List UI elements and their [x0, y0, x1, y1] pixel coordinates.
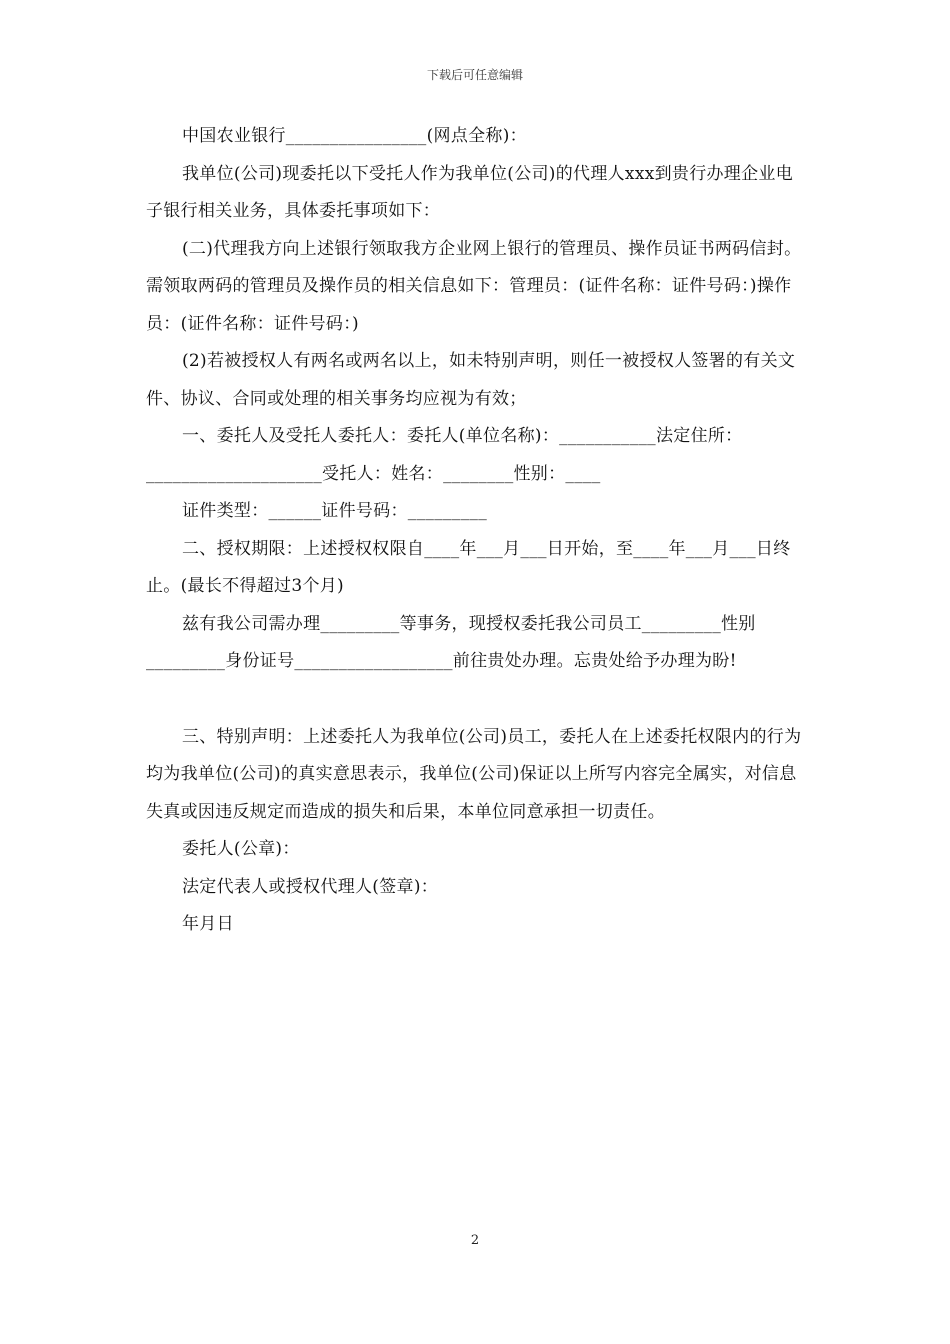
blank-line	[146, 681, 808, 719]
principal-seal-line: 委托人(公章)：	[182, 839, 300, 859]
salutation: 中国农业银行________________(网点全称)：	[182, 126, 527, 146]
section-three-declaration: 三、特别声明：上述委托人为我单位(公司)员工，委托人在上述委托权限内的行为均为我单位(公司)的真实意思表示，我单位(公司)保证以上所写内容完全属实，对信息失真或因违反规定而造成的损失和后果，本单位同意承担一切责任。	[146, 726, 802, 822]
section-two-period: 二、授权期限：上述授权权限自____年___月___日开始，至____年___月___日终止。(最长不得超过3个月)	[146, 538, 791, 596]
page-number: 2	[470, 1233, 480, 1248]
intro-paragraph: 我单位(公司)现委托以下受托人作为我单位(公司)的代理人xxx到贵行办理企业电子银行相关业务，具体委托事项如下：	[146, 163, 793, 221]
page-header: 下载后可任意编辑	[426, 68, 523, 82]
item-two-paragraph: (二)代理我方向上述银行领取我方企业网上银行的管理员、操作员证书两码信封。需领取两码的管理员及操作员的相关信息如下：管理员：(证件名称：证件号码：)操作员：(证件名称：证件号码：)	[146, 238, 802, 334]
document-body	[146, 118, 808, 944]
authorization-paragraph: 兹有我公司需办理_________等事务，现授权委托我公司员工_________性别_________身份证号__________________前往贵处办理。忘贵处给予办理为盼!	[146, 613, 756, 671]
representative-signature-line: 法定代表人或授权代理人(签章)：	[182, 876, 439, 897]
multiple-grantees-paragraph: (2)若被授权人有两名或两名以上，如未特别声明，则任一被授权人签署的有关文件、协议、合同或处理的相关事务均应视为有效；	[146, 351, 796, 409]
id-type-line: 证件类型：______证件号码：_________	[182, 501, 487, 521]
section-one-parties: 一、委托人及受托人委托人：委托人(单位名称)：___________法定住所：____________________受托人：姓名：________性别：____	[146, 426, 743, 484]
date-line: 年月日	[182, 914, 234, 934]
